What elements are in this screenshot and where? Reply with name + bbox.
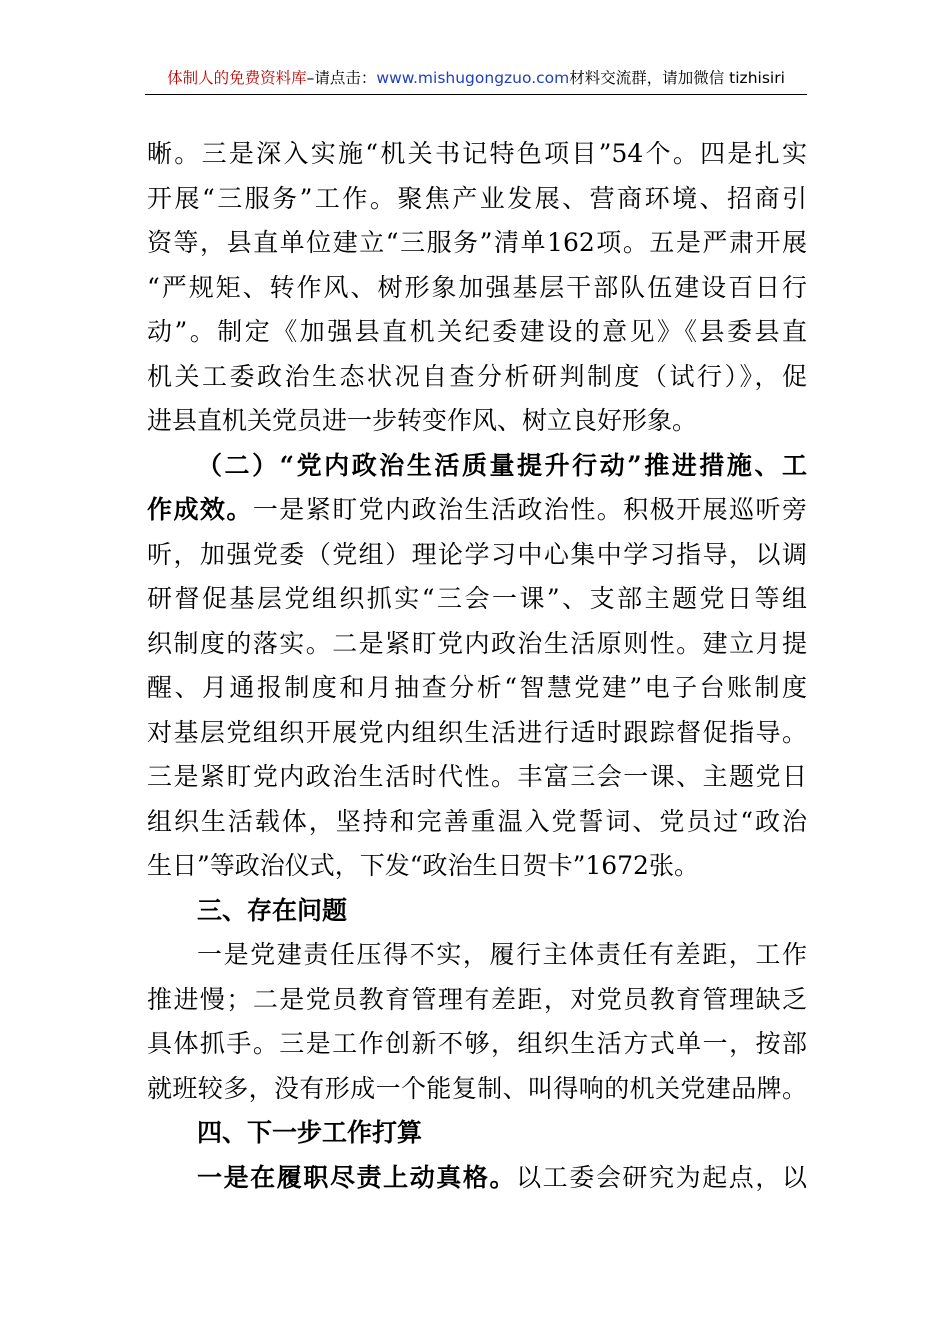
paragraph-line: 就班较多，没有形成一个能复制、叫得响的机关党建品牌。 <box>147 1073 807 1103</box>
page-header <box>145 62 807 95</box>
section-4-heading: 四、下一步工作打算 <box>197 1118 423 1147</box>
paragraph-line: 具体抓手。三是工作创新不够，组织生活方式单一，按部 <box>147 1029 807 1058</box>
paragraph-line: 三是紧盯党内政治生活时代性。丰富三会一课、主题党日 <box>147 762 807 791</box>
paragraph-line <box>147 488 807 533</box>
section-2-heading: （二）“党内政治生活质量提升行动”推进措施、工 <box>197 450 807 480</box>
paragraph-line: 研督促基层党组织抓实“三会一课”、支部主题党日等组 <box>147 584 807 613</box>
paragraph-line <box>147 1156 807 1201</box>
header-prompt: –请点击： <box>306 69 377 87</box>
header-note: 材料交流群，请加微信 tizhisiri <box>569 69 785 87</box>
paragraph-line: 开展“三服务”工作。聚焦产业发展、营商环境、招商引 <box>147 183 807 213</box>
paragraph-line: 动”。制定《加强县直机关纪委建设的意见》《县委县直 <box>147 317 807 346</box>
paragraph-line: 进县直机关党员进一步转变作风、树立良好形象。 <box>147 406 698 435</box>
section-2-heading-end: 作成效。 <box>147 495 253 524</box>
paragraph-line: 晰。三是深入实施“机关书记特色项目”54个。四是扎实 <box>147 139 807 168</box>
header-site-name: 体制人的免费资料库 <box>167 69 307 87</box>
paragraph-line: 醒、月通报制度和月抽查分析“智慧党建”电子台账制度 <box>147 673 807 702</box>
paragraph-line: 生日”等政治仪式，下发“政治生日贺卡”1672张。 <box>147 851 699 880</box>
document-body <box>147 132 807 1200</box>
paragraph-line: 组织生活载体，坚持和完善重温入党誓词、党员过“政治 <box>147 806 807 836</box>
section-3-heading: 三、存在问题 <box>197 895 348 925</box>
section-4-text: 以工委会研究为起点，以 <box>516 1162 807 1192</box>
paragraph-line: 机关工委政治生态状况自查分析研判制度（试行）》，促 <box>147 361 807 391</box>
paragraph-line: 对基层党组织开展党内组织生活进行适时跟踪督促指导。 <box>147 717 807 747</box>
paragraph-line: “严规矩、转作风、树形象加强基层干部队伍建设百日行 <box>147 272 807 302</box>
paragraph-line: 资等，县直单位建立“三服务”清单162项。五是严肃开展 <box>147 228 807 257</box>
section-2-text: 一是紧盯党内政治生活政治性。积极开展巡听旁 <box>252 495 807 524</box>
header-url-link[interactable]: www.mishugongzuo.com <box>376 69 570 87</box>
paragraph-line: 听，加强党委（党组）理论学习中心集中学习指导，以调 <box>147 539 807 569</box>
paragraph-line: 一是党建责任压得不实，履行主体责任有差距，工作 <box>197 940 807 969</box>
paragraph-line: 推进慢；二是党员教育管理有差距，对党员教育管理缺乏 <box>147 984 807 1014</box>
paragraph-line: 织制度的落实。二是紧盯党内政治生活原则性。建立月提 <box>147 628 807 658</box>
section-4-lead: 一是在履职尽责上动真格。 <box>197 1162 517 1192</box>
